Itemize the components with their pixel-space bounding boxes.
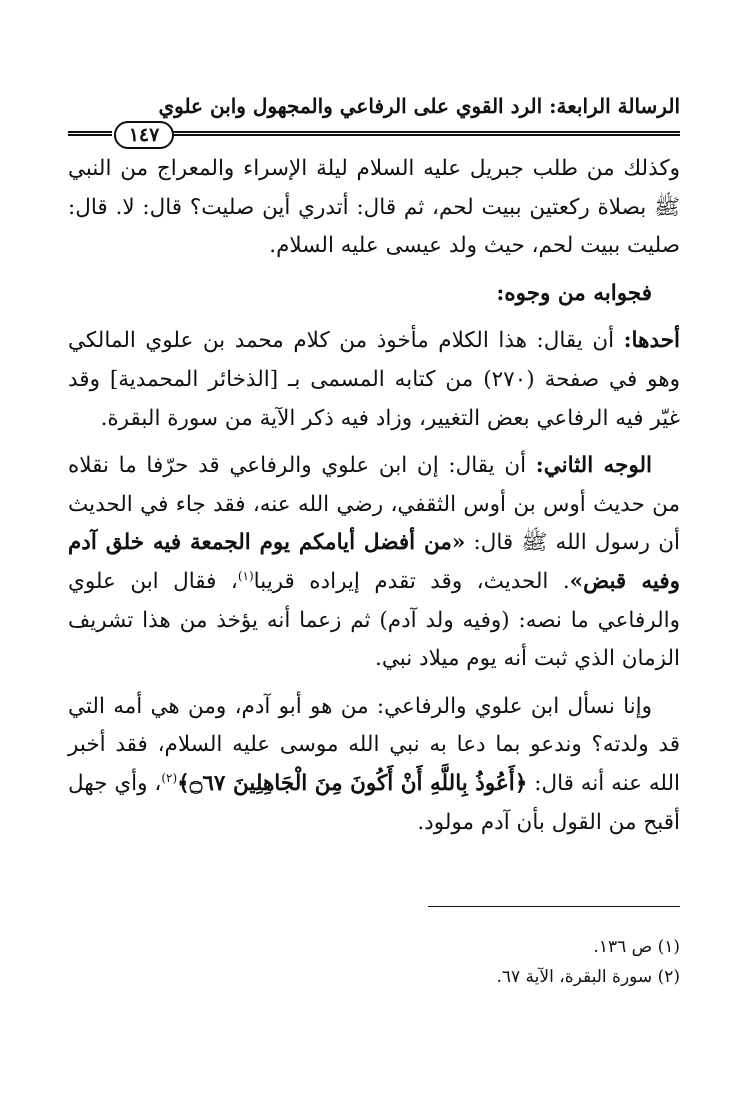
book-page bbox=[68, 0, 680, 1098]
footnote-separator bbox=[428, 906, 680, 907]
footnote-ref-2[interactable]: (٢) bbox=[161, 770, 178, 785]
paragraph-4-text-a: أن يقال: إن ابن علوي والرفاعي قد حرّفا ما نقلاه من حديث أوس بن أوس الثقفي، رضي الله عنه، فقد جاء في الحديث أن رسول الله ﷺ قال: bbox=[68, 453, 680, 556]
paragraph-5-text-b: ، وأي جهل أقبح من القول بأن آدم مولود. bbox=[68, 770, 680, 835]
paragraph-3 bbox=[68, 322, 680, 438]
hadith-quote: «من أفضل أيامكم يوم الجمعة فيه خلق آدم وفيه قبض» bbox=[68, 530, 680, 594]
paragraph-3-lead: أحدها: bbox=[623, 328, 680, 354]
paragraph-4 bbox=[68, 447, 680, 679]
footnote-2: (٢) سورة البقرة، الآية ٦٧. bbox=[496, 967, 680, 987]
paragraph-3-text: أن يقال: هذا الكلام مأخوذ من كلام محمد بن علوي المالكي وهو في صفحة (٢٧٠) من كتابه المسمى بـ [الذخائر المحمدية] وقد غيّر فيه الرفاعي بعض التغيير، وزاد فيه ذكر الآية من سورة البقرة. bbox=[68, 328, 680, 431]
header-rule-right bbox=[172, 131, 680, 136]
page-number: ١٤٧ bbox=[114, 121, 174, 149]
paragraph-4-lead: الوجه الثاني: bbox=[535, 453, 652, 479]
header-rule bbox=[68, 124, 680, 144]
footnote-1: (١) ص ١٣٦. bbox=[593, 937, 680, 957]
header-rule-left bbox=[68, 131, 112, 136]
paragraph-5 bbox=[68, 688, 680, 842]
footnotes bbox=[68, 932, 680, 992]
body-text bbox=[68, 150, 680, 851]
paragraph-1: وكذلك من طلب جبريل عليه السلام ليلة الإسراء والمعراج من النبي ﷺ بصلاة ركعتين ببيت لحم، ثم قال: أتدري أين صليت؟ قال: لا. قال: صليت ببيت لحم، حيث ولد عيسى عليه السلام. bbox=[68, 156, 680, 259]
paragraph-5-text-a: وإنا نسأل ابن علوي والرفاعي: من هو أبو آدم، ومن هي أمه التي قد ولدته؟ وندعو بما دعا به نبي الله موسى عليه السلام، فقد أخبر الله عنه أنه قال: bbox=[68, 693, 680, 796]
running-title: الرسالة الرابعة: الرد القوي على الرفاعي والمجهول وابن علوي bbox=[158, 94, 680, 118]
paragraph-4-text-b: . الحديث، وقد تقدم إيراده قريبا bbox=[253, 568, 570, 594]
quran-verse: ﴿أَعُوذُ بِاللَّهِ أَنْ أَكُونَ مِنَ الْجَاهِلِينَ ۝٦٧﴾ bbox=[177, 770, 528, 796]
paragraph-4-text-c: ، فقال ابن علوي والرفاعي ما نصه: (وفيه ولد آدم) ثم زعما أنه يؤخذ من هذا تشريف الزمان الذي ثبت أنه يوم ميلاد نبي. bbox=[68, 568, 680, 672]
footnote-ref-1[interactable]: (١) bbox=[237, 568, 254, 583]
paragraph-2: فجوابه من وجوه: bbox=[496, 280, 652, 306]
